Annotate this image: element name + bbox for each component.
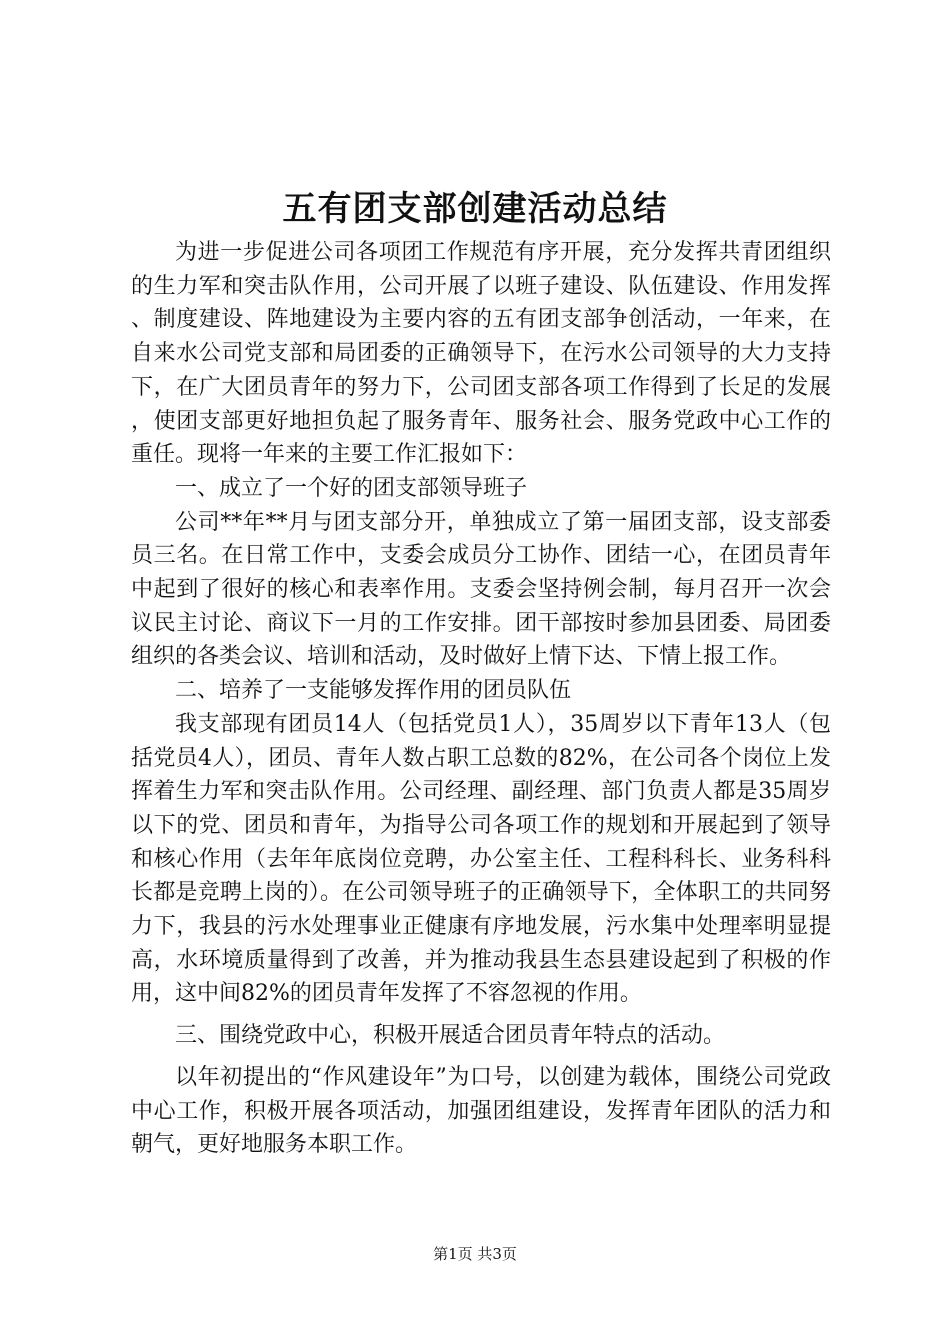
section-heading-2: 二、培养了一支能够发挥作用的团员队伍 <box>175 678 572 704</box>
page-footer: 第1页 共3页 <box>433 1245 517 1263</box>
section-heading-1: 一、成立了一个好的团支部领导班子 <box>175 475 528 501</box>
paragraph-section-3: 以年初提出的“作风建设年”为口号，以创建为载体，围绕公司党政中心工作，积极开展各项活动，加强团组建设，发挥青年团队的活力和朝气，更好地服务本职工作。 <box>131 1064 831 1158</box>
paragraph-section-1: 公司**年**月与团支部分开，单独成立了第一届团支部，设支部委员三名。在日常工作中，支委会成员分工协作、团结一心，在团员青年中起到了很好的核心和表率作用。支委会坚持例会制，每月召开一次会议民主讨论、商议下一月的工作安排。团干部按时参加县团委、局团委组织的各类会议、培训和活动，及时做好上情下达、下情上报工作。 <box>131 509 831 670</box>
paragraph-section-2: 我支部现有团员14人（包括党员1人），35周岁以下青年13人（包括党员4人），团员、青年人数占职工总数的82%，在公司各个岗位上发挥着生力军和突击队作用。公司经理、副经理、部门负责人都是35周岁以下的党、团员和青年，为指导公司各项工作的规划和开展起到了领导和核心作用（去年年底岗位竞聘，办公室主任、工程科科长、业务科科长都是竞聘上岗的）。在公司领导班子的正确领导下，全体职工的共同努力下，我县的污水处理事业正健康有序地发展，污水集中处理率明显提高，水环境质量得到了改善，并为推动我县生态县建设起到了积极的作用，这中间82%的团员青年发挥了不容忽视的作用。 <box>131 711 831 1007</box>
document-body <box>131 236 831 1162</box>
section-heading-3: 三、围绕党政中心，积极开展适合团员青年特点的活动。 <box>175 1023 726 1049</box>
paragraph-intro: 为进一步促进公司各项团工作规范有序开展，充分发挥共青团组织的生力军和突击队作用，公司开展了以班子建设、队伍建设、作用发挥、制度建设、阵地建设为主要内容的五有团支部争创活动，一年来，在自来水公司党支部和局团委的正确领导下，在污水公司领导的大力支持下，在广大团员青年的努力下，公司团支部各项工作得到了长足的发展，使团支部更好地担负起了服务青年、服务社会、服务党政中心工作的重任。现将一年来的主要工作汇报如下： <box>131 240 831 468</box>
document-title: 五有团支部创建活动总结 <box>282 189 668 229</box>
